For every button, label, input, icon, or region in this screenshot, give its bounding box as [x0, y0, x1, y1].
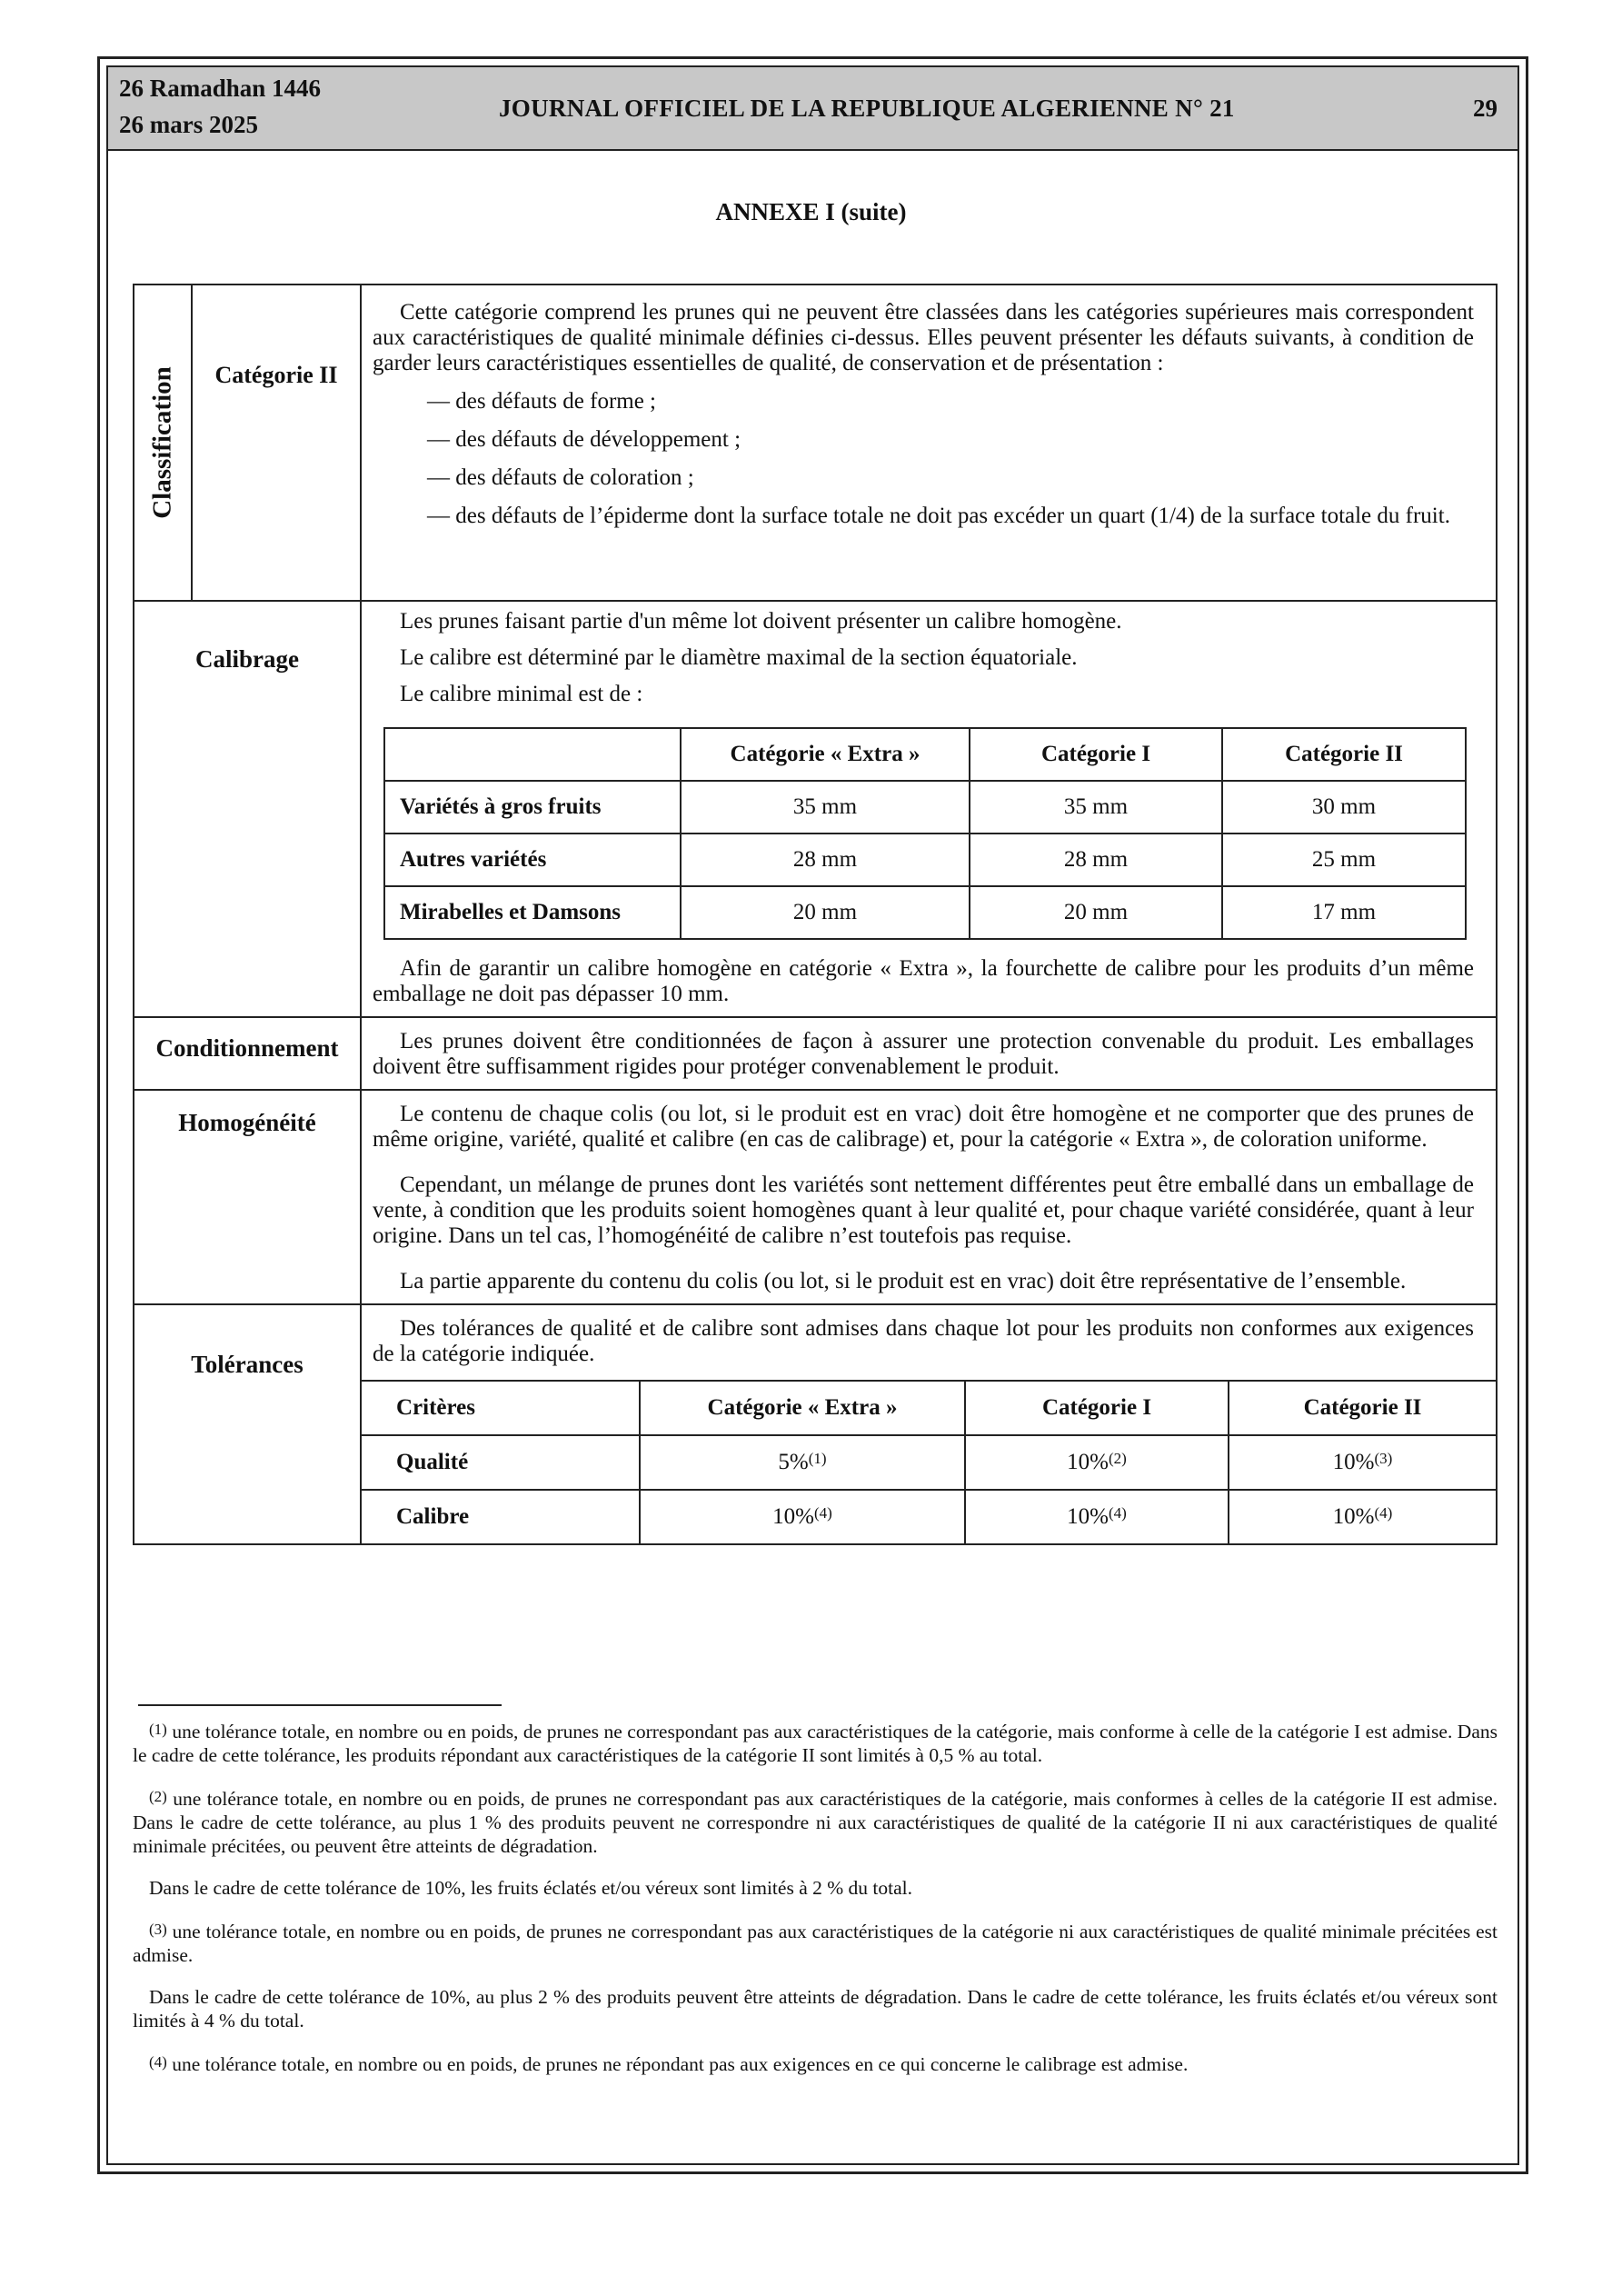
footnote	[133, 1918, 1498, 1967]
conditionnement-label: Conditionnement	[134, 1017, 361, 1090]
tolerance-value: 10%	[772, 1504, 814, 1529]
classification-cell	[134, 285, 192, 601]
tolerance-value: 5%	[778, 1450, 809, 1474]
homogeneite-row	[134, 1090, 1497, 1304]
table-cell	[640, 1490, 965, 1543]
tolerances-header-row	[362, 1381, 1496, 1435]
table-cell: 35 mm	[970, 781, 1222, 834]
table-row	[384, 781, 1466, 834]
tol-header-cat-i: Catégorie I	[965, 1381, 1229, 1435]
tolerance-value: 10%	[1067, 1504, 1109, 1529]
homogeneite-paragraph: La partie apparente du contenu du colis (ou lot, si le produit est en vrac) doit être représentative de l’ensemble.	[400, 1269, 1407, 1293]
table-cell: 25 mm	[1222, 834, 1466, 886]
row-label: Autres variétés	[384, 834, 681, 886]
tolerances-row	[134, 1304, 1497, 1544]
table-cell	[965, 1435, 1229, 1490]
footnote	[133, 1718, 1498, 1767]
defect-item: — des défauts de coloration ;	[427, 465, 694, 490]
table-cell: 17 mm	[1222, 886, 1466, 939]
classification-content	[361, 285, 1497, 601]
row-label: Mirabelles et Damsons	[384, 886, 681, 939]
homogeneite-content	[361, 1090, 1497, 1304]
journal-title: JOURNAL OFFICIEL DE LA REPUBLIQUE ALGERIENNE N° 21	[499, 95, 1235, 122]
defect-item: — des défauts de développement ;	[427, 427, 741, 452]
table-row	[384, 834, 1466, 886]
row-label: Qualité	[362, 1435, 640, 1490]
table-cell	[640, 1435, 965, 1490]
footnotes	[133, 1718, 1498, 2094]
table-cell: 28 mm	[970, 834, 1222, 886]
page-number: 29	[1473, 95, 1498, 122]
classification-label: Classification	[147, 366, 177, 519]
calibre-table	[383, 727, 1467, 940]
footnote-text: une tolérance totale, en nombre ou en poids, de prunes ne correspondant pas aux caractéristiques de la catégorie, mais conforme à celle de la catégorie I est admise. Dans le cadre de cette tolérance, les produits répondant aux caractéristiques de la catégorie II sont limités à 0,5 % au total.	[133, 1721, 1498, 1766]
table-cell: 35 mm	[681, 781, 970, 834]
table-cell	[965, 1490, 1229, 1543]
criteria-header: Critères	[362, 1381, 640, 1435]
footnote-ref: (3)	[1374, 1450, 1393, 1467]
footnote-ref: (1)	[808, 1450, 827, 1467]
calibrage-content	[361, 601, 1497, 1017]
calibrage-line: Les prunes faisant partie d'un même lot doivent présenter un calibre homogène.	[400, 609, 1122, 634]
footnote-text: une tolérance totale, en nombre ou en poids, de prunes ne correspondant pas aux caractéristiques de la catégorie, mais conformes à celles de la catégorie II est admise. Dans le cadre de cette tolérance, au plus 1 % des produits peuvent ne correspondre ni aux caractéristiques de qualité de la catégorie II ni aux caractéristiques de qualité minimale précitées, ou peuvent être atteints de dégradation.	[133, 1788, 1498, 1857]
footnote	[133, 1785, 1498, 1858]
footnote-text: une tolérance totale, en nombre ou en poids, de prunes ne correspondant pas aux caractéristiques de la catégorie ni aux caractéristiques de qualité minimale précitées est admise.	[133, 1921, 1498, 1966]
footnote	[133, 1985, 1498, 2032]
table-row	[362, 1490, 1496, 1543]
footnote-text: une tolérance totale, en nombre ou en poids, de prunes ne répondant pas aux exigences en ce qui concerne le calibrage est admise.	[166, 2053, 1189, 2075]
table-cell: 30 mm	[1222, 781, 1466, 834]
conditionnement-row	[134, 1017, 1497, 1090]
defect-item: — des défauts de forme ;	[427, 389, 657, 414]
footnote-text: Dans le cadre de cette tolérance de 10%, les fruits éclatés et/ou véreux sont limités à 2 % du total.	[149, 1877, 912, 1899]
table-row	[384, 886, 1466, 939]
table-row	[362, 1435, 1496, 1490]
footnote-ref: (2)	[1109, 1450, 1127, 1467]
row-label: Calibre	[362, 1490, 640, 1543]
calibrage-line: Le calibre est déterminé par le diamètre maximal de la section équatoriale.	[400, 645, 1078, 670]
tol-header-cat-ii: Catégorie II	[1229, 1381, 1496, 1435]
tolerance-value: 10%	[1332, 1450, 1375, 1474]
classification-paragraph: Cette catégorie comprend les prunes qui ne peuvent être classées dans les catégories supérieures mais correspondent aux caractéristiques de qualité minimale définies ci-dessus. Elles peuvent présenter les défauts suivants, à condition de garder leurs caractéristiques essentielles de qualité, de conservation et de présentation :	[373, 300, 1474, 375]
tol-header-extra: Catégorie « Extra »	[640, 1381, 965, 1435]
footnote-separator	[138, 1704, 502, 1706]
conditionnement-text: Les prunes doivent être conditionnées de façon à assurer une protection convenable du produit. Les emballages doivent être suffisamment rigides pour protéger convenablement le produit.	[373, 1029, 1474, 1079]
table-cell: 20 mm	[681, 886, 970, 939]
page-header	[108, 67, 1518, 151]
footnote	[133, 2051, 1498, 2076]
calibre-header-cat-ii: Catégorie II	[1222, 728, 1466, 781]
footnote-mark: (4)	[149, 2053, 167, 2071]
calibrage-note: Afin de garantir un calibre homogène en catégorie « Extra », la fourchette de calibre pour les produits d’un même emballage ne doit pas dépasser 10 mm.	[373, 956, 1474, 1006]
calibre-header-empty	[384, 728, 681, 781]
tolerance-value: 10%	[1067, 1450, 1109, 1474]
footnote-mark: (3)	[149, 1921, 167, 1938]
tolerances-content	[361, 1304, 1497, 1544]
table-cell: 20 mm	[970, 886, 1222, 939]
standards-table	[133, 284, 1498, 1545]
calibre-header-extra: Catégorie « Extra »	[681, 728, 970, 781]
calibre-header-cat-i: Catégorie I	[970, 728, 1222, 781]
footnote-ref: (4)	[1109, 1504, 1127, 1522]
footnote-mark: (2)	[149, 1788, 167, 1805]
hijri-date: 26 Ramadhan 1446	[119, 75, 322, 102]
footnote-ref: (4)	[1374, 1504, 1393, 1522]
gregorian-date: 26 mars 2025	[119, 111, 258, 138]
category-ii-label: Catégorie II	[192, 285, 361, 601]
homogeneite-paragraph: Le contenu de chaque colis (ou lot, si le produit est en vrac) doit être homogène et ne comporter que des prunes de même origine, variété, qualité et calibre (en cas de calibrage) et, pour la catégorie « Extra », de coloration uniforme.	[373, 1102, 1474, 1152]
footnote-text: Dans le cadre de cette tolérance de 10%, au plus 2 % des produits peuvent être atteints de dégradation. Dans le cadre de cette tolérance, les fruits éclatés et/ou véreux sont limités à 4 % du total.	[133, 1986, 1498, 2031]
conditionnement-content	[361, 1017, 1497, 1090]
calibre-header-row	[384, 728, 1466, 781]
annexe-title: ANNEXE I (suite)	[715, 198, 907, 225]
footnote-ref: (4)	[814, 1504, 832, 1522]
table-cell: 28 mm	[681, 834, 970, 886]
footnote	[133, 1876, 1498, 1900]
homogeneite-label: Homogénéité	[134, 1090, 361, 1304]
tolerances-table	[362, 1380, 1496, 1543]
tolerance-value: 10%	[1332, 1504, 1375, 1529]
row-label: Variétés à gros fruits	[384, 781, 681, 834]
classification-row	[134, 285, 1497, 601]
tolerances-intro: Des tolérances de qualité et de calibre sont admises dans chaque lot pour les produits non conformes aux exigences de la catégorie indiquée.	[373, 1316, 1474, 1366]
tolerances-label: Tolérances	[134, 1304, 361, 1544]
calibrage-label: Calibrage	[134, 601, 361, 1017]
calibrage-line: Le calibre minimal est de :	[400, 682, 643, 706]
table-cell	[1229, 1490, 1496, 1543]
homogeneite-paragraph: Cependant, un mélange de prunes dont les variétés sont nettement différentes peut être emballé dans un emballage de vente, à condition que les produits soient homogènes quant à leur qualité et, pour chaque variété considérée, quant à leur origine. Dans un tel cas, l’homogénéité de calibre n’est toutefois pas requise.	[373, 1173, 1474, 1248]
calibrage-row	[134, 601, 1497, 1017]
defect-item: — des défauts de l’épiderme dont la surface totale ne doit pas excéder un quart (1/4) de la surface totale du fruit.	[427, 504, 1450, 528]
table-cell	[1229, 1435, 1496, 1490]
footnote-mark: (1)	[149, 1721, 167, 1738]
